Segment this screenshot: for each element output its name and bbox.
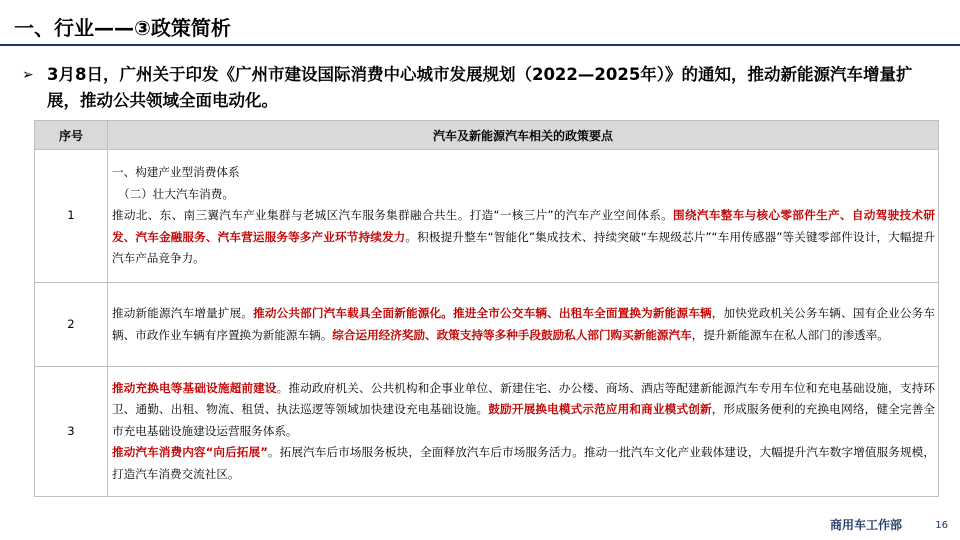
summary-bullet xyxy=(22,62,942,114)
highlight-text: 鼓励开展换电模式示范应用和商业模式创新 xyxy=(488,402,712,417)
row-content xyxy=(108,283,939,367)
header-content: 汽车及新能源汽车相关的政策要点 xyxy=(108,121,939,150)
row-paragraph xyxy=(112,442,935,485)
plain-text: ，加快党政机关公务车辆、国有企业公务车辆、市政作业车辆有序置换为新能源车辆。 xyxy=(112,306,935,342)
section-heading: 一、构建产业型消费体系 xyxy=(112,165,240,180)
row-index: 3 xyxy=(35,367,108,497)
table-row xyxy=(35,283,939,367)
footer-brand: 商用车工作部 xyxy=(829,518,902,532)
header-index: 序号 xyxy=(35,121,108,150)
row-content xyxy=(108,367,939,497)
plain-text: 。积极提升整车“智能化”集成技术、持续突破“车规级芯片”“车用传感器”等关键零部件设计，大幅提升汽车产品竞争力。 xyxy=(112,229,935,266)
highlight-text: 推动汽车消费内容“向后拓展” xyxy=(112,445,268,460)
summary-text: 3月8日，广州关于印发《广州市建设国际消费中心城市发展规划（2022—2025年）》的通知，推动新能源汽车增量扩展，推动公共领域全面电动化。 xyxy=(47,65,913,110)
table-row xyxy=(35,150,939,283)
page-number: 16 xyxy=(935,520,948,531)
table-row xyxy=(35,367,939,497)
plain-text: 推动新能源汽车增量扩展。 xyxy=(112,306,254,320)
plain-text: 。推动政府机关、公共机构和企事业单位、新建住宅、办公楼、商场、酒店等配建新能源汽车专用车位和充电基础设施，支持环卫、通勤、出租、物流、租赁、执法巡逻等领域加快建设充电基础设施。 xyxy=(112,380,935,417)
table-header-row xyxy=(35,121,939,150)
row-index: 2 xyxy=(35,283,108,367)
row-paragraph xyxy=(112,205,935,270)
plain-text: 。拓展汽车后市场服务板块，全面释放汽车后市场服务活力。推动一批汽车文化产业载体建设，大幅提升汽车数字增值服务规模，打造汽车消费交流社区。 xyxy=(112,445,935,481)
plain-text: 推动北、东、南三翼汽车产业集群与老城区汽车服务集群融合共生。打造“一核三片”的汽车产业空间体系。 xyxy=(112,208,674,223)
title-divider xyxy=(0,44,960,46)
arrow-bullet-icon: ➢ xyxy=(22,67,34,83)
highlight-text: 推动公共部门汽车载具全面新能源化。推进全市公交车辆、出租车全面置换为新能源车辆 xyxy=(253,306,712,320)
plain-text: ，形成服务便利的充换电网络，健全完善全市充电基础设施建设运营服务体系。 xyxy=(112,402,935,438)
subsection-heading: （二）壮大汽车消费。 xyxy=(118,186,234,201)
policy-table xyxy=(34,120,939,497)
row-paragraph xyxy=(112,378,935,443)
plain-text: ，提升新能源车在私人部门的渗透率。 xyxy=(691,327,889,342)
highlight-text: 围绕汽车整车与核心零部件生产、自动驾驶技术研发、汽车金融服务、汽车营运服务等多产业环节持续发力 xyxy=(112,208,935,244)
highlight-text: 综合运用经济奖励、政策支持等多种手段鼓励私人部门购买新能源汽车 xyxy=(332,327,692,342)
row-content xyxy=(108,150,939,283)
row-index: 1 xyxy=(35,150,108,283)
page-title: 一、行业——③政策简析 xyxy=(14,16,231,40)
highlight-text: 推动充换电等基础设施超前建设 xyxy=(112,380,277,395)
